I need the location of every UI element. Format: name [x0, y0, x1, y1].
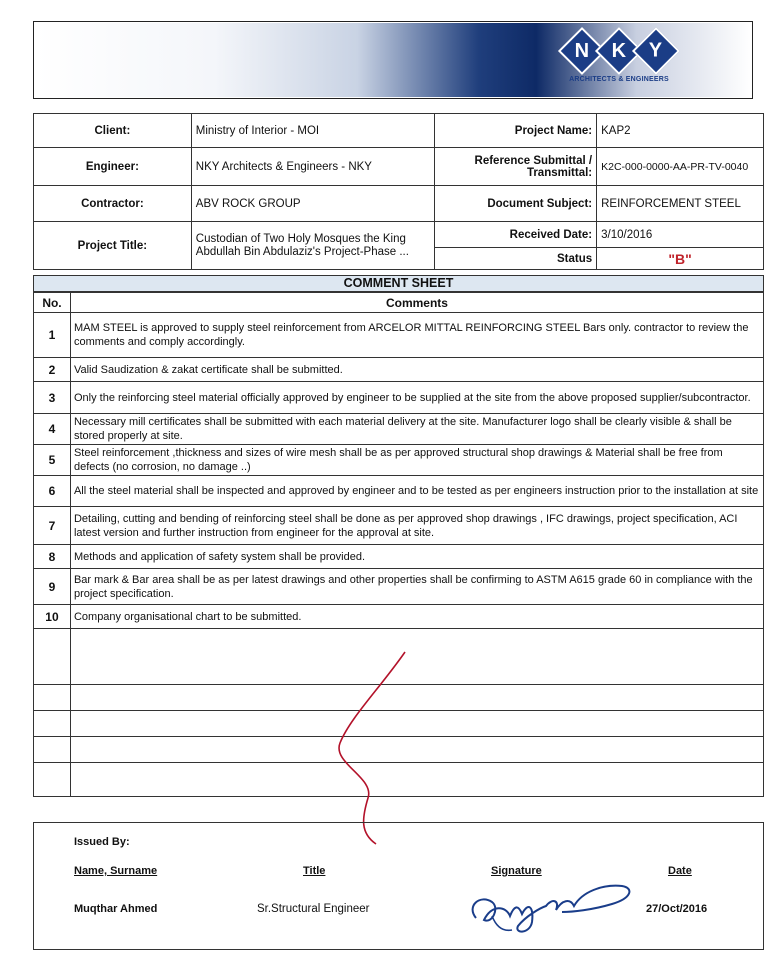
signature-header: Signature [491, 865, 542, 877]
comment-text: Steel reinforcement ,thickness and sizes of wire mesh shall be as per approved structural shop drawings & Material shall be free from defects (no corrosion, no damage ..) [70, 445, 763, 476]
name-header: Name, Surname [74, 865, 158, 877]
status-badge: "B" [597, 248, 764, 270]
row-number: 9 [34, 569, 71, 605]
table-row [34, 414, 764, 445]
received-date-label: Received Date: [435, 222, 597, 248]
project-title-value: Custodian of Two Holy Mosques the King Abdullah Bin Abdulaziz's Project-Phase ... [191, 222, 435, 270]
table-row [34, 445, 764, 476]
row-number: 5 [34, 445, 71, 476]
table-row [34, 358, 764, 382]
comment-text: All the steel material shall be inspected and approved by engineer and to be tested as per engineers instruction prior to the installation at site [70, 476, 763, 507]
comment-text: Valid Saudization & zakat certificate shall be submitted. [70, 358, 763, 382]
table-row [34, 545, 764, 569]
company-logo [560, 34, 678, 90]
received-date-value: 3/10/2016 [597, 222, 764, 248]
document-subject-value: REINFORCEMENT STEEL [597, 186, 764, 222]
table-row [34, 569, 764, 605]
table-row [34, 313, 764, 358]
comment-sheet-title: COMMENT SHEET [33, 275, 764, 292]
comment-text: Company organisational chart to be submitted. [70, 605, 763, 629]
signature-mark [462, 876, 638, 938]
logo-letter: Y [632, 27, 680, 75]
table-row [34, 382, 764, 414]
table-row [34, 605, 764, 629]
issuer-name: Muqthar Ahmed [74, 903, 158, 915]
logo-subtitle: ARCHITECTS & ENGINEERS [569, 76, 669, 83]
no-header: No. [34, 293, 71, 313]
row-number [34, 711, 71, 737]
row-number [34, 685, 71, 711]
project-info-table [33, 113, 764, 270]
comment-text: Only the reinforcing steel material officially approved by engineer to be supplied at the site from the above proposed supplier/subcontractor. [70, 382, 763, 414]
row-number: 7 [34, 507, 71, 545]
status-label: Status [435, 248, 597, 270]
row-number: 10 [34, 605, 71, 629]
row-number: 3 [34, 382, 71, 414]
comment-text: Necessary mill certificates shall be submitted with each material delivery at the site. Manufacturer logo shall be clearly visible & shall be stored properly at site. [70, 414, 763, 445]
logo-letter: N [558, 27, 606, 75]
logo-letter: K [595, 27, 643, 75]
table-row [34, 476, 764, 507]
table-row [34, 507, 764, 545]
row-number [34, 737, 71, 763]
comment-text: MAM STEEL is approved to supply steel reinforcement from ARCELOR MITTAL REINFORCING STEEL Bars only. contractor to review the comments and comply accordingly. [70, 313, 763, 358]
contractor-label: Contractor: [34, 186, 192, 222]
row-number: 4 [34, 414, 71, 445]
signature-block [33, 822, 764, 950]
project-name-label: Project Name: [435, 114, 597, 148]
title-header: Title [303, 865, 326, 877]
date-header: Date [668, 865, 692, 877]
row-number: 8 [34, 545, 71, 569]
row-number [34, 763, 71, 797]
engineer-value: NKY Architects & Engineers - NKY [191, 148, 435, 186]
contractor-value: ABV ROCK GROUP [191, 186, 435, 222]
client-value: Ministry of Interior - MOI [191, 114, 435, 148]
client-label: Client: [34, 114, 192, 148]
issuer-title: Sr.Structural Engineer [257, 903, 370, 915]
row-number [34, 629, 71, 685]
project-name-value: KAP2 [597, 114, 764, 148]
pen-mark [320, 648, 420, 848]
comments-header: Comments [70, 293, 763, 313]
document-subject-label: Document Subject: [435, 186, 597, 222]
issue-date: 27/Oct/2016 [646, 903, 708, 915]
row-number: 6 [34, 476, 71, 507]
reference-value: K2C-000-0000-AA-PR-TV-0040 [597, 148, 764, 186]
row-number: 2 [34, 358, 71, 382]
reference-label: Reference Submittal / Transmittal: [435, 148, 597, 186]
comment-text: Methods and application of safety system shall be provided. [70, 545, 763, 569]
comment-text: Bar mark & Bar area shall be as per latest drawings and other properties shall be confirming to ASTM A615 grade 60 in compliance with the project specification. [70, 569, 763, 605]
comment-text: Detailing, cutting and bending of reinforcing steel shall be done as per approved shop drawings , IFC drawings, project specification, ACI latest version and further instruction from engineer for the approval at site. [70, 507, 763, 545]
engineer-label: Engineer: [34, 148, 192, 186]
project-title-label: Project Title: [34, 222, 192, 270]
row-number: 1 [34, 313, 71, 358]
issued-by-label: Issued By: [74, 836, 130, 848]
